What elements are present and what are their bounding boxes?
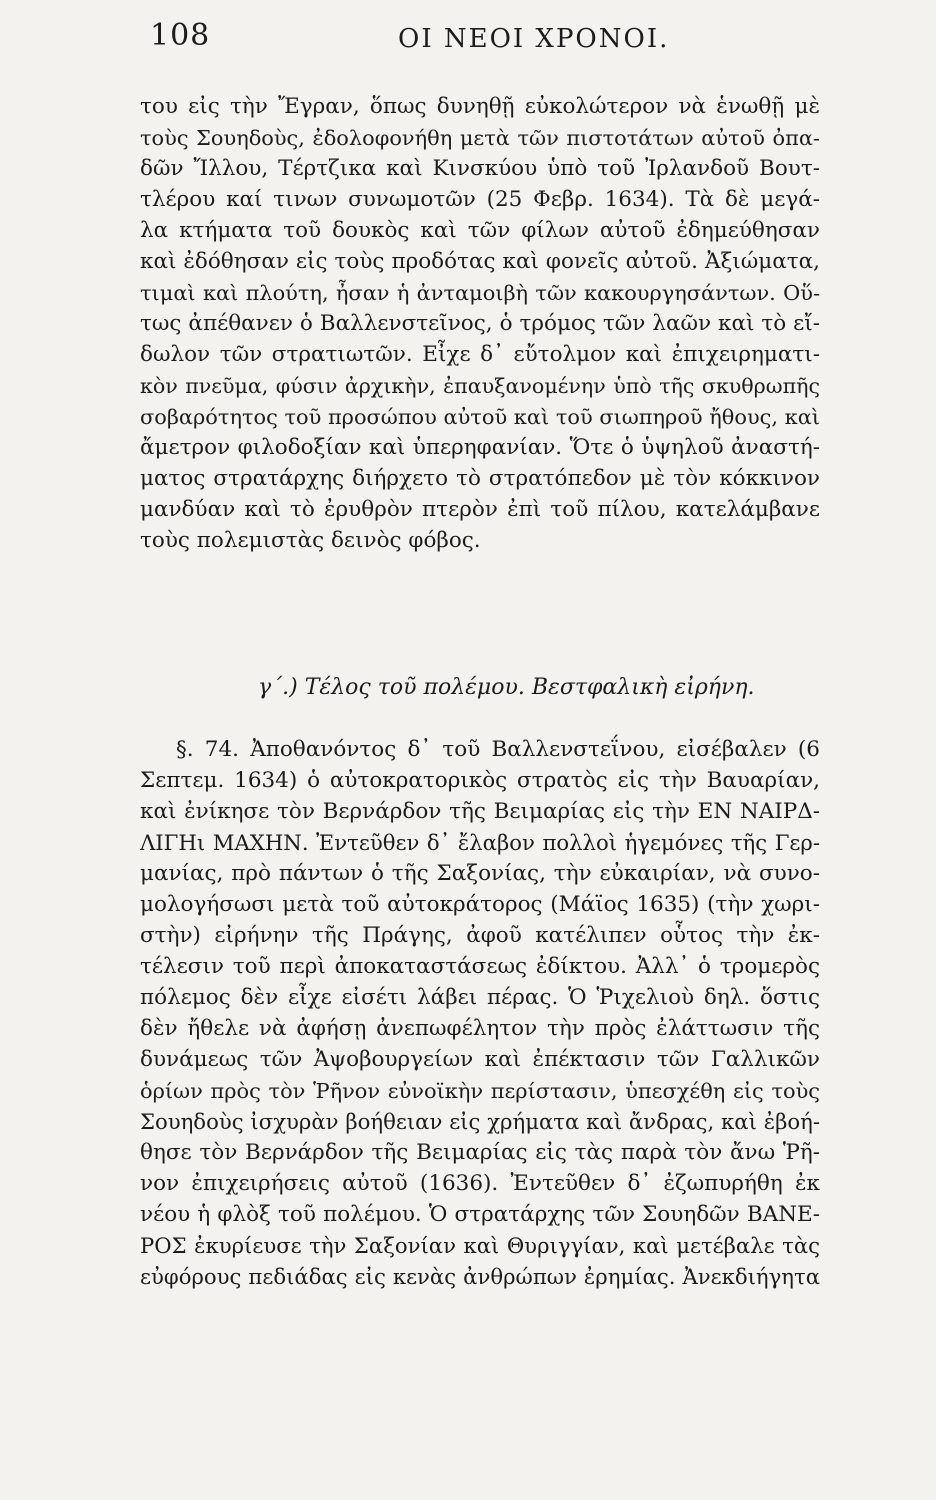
text-line: δῶν Ἴλλου, Τέρτζικα καὶ Κινσκύου ὑπὸ τοῦ Ἰρλανδοῦ Βουτ- [140,156,820,181]
text-line: καὶ ἐνίκησε τὸν Βερνάρδον τῆς Βειμαρίας εἰς τὴν ΕΝ ΝΑΙΡΔ- [140,799,820,824]
page-header [0,0,936,90]
text-line: θησε τὸν Βερνάρδον τῆς Βειμαρίας εἰς τὰς παρὰ τὸν ἄνω Ῥῆ- [140,1140,820,1165]
text-line: δωλον τῶν στρατιωτῶν. Εἶχε δ᾽ εὔτολμον καὶ ἐπιχειρηματι- [140,342,820,367]
text-line: μανίας, πρὸ πάντων ὁ τῆς Σαξονίας, τὴν εὐκαιρίαν, νὰ συνο- [140,861,820,886]
text-line: μανδύαν καὶ τὸ ἐρυθρὸν πτερὸν ἐπὶ τοῦ πίλου, κατελάμβανε [140,497,820,522]
text-line: δυνάμεως τῶν Ἀψοβουργείων καὶ ἐπέκτασιν τῶν Γαλλικῶν [140,1047,820,1072]
text-line: τιμαὶ καὶ πλούτη, ἦσαν ἡ ἀνταμοιβὴ τῶν κακουργησάντων. Οὕ- [140,281,820,305]
text-line: λα κτήματα τοῦ δουκὸς καὶ τῶν φίλων αὐτοῦ ἐδημεύθησαν [140,218,820,243]
text-line: εὐφόρους πεδιάδας εἰς κενὰς ἀνθρώπων ἐρημίας. Ἀνεκδιήγητα [140,1264,820,1289]
text-line: σοβαρότητος τοῦ προσώπου αὐτοῦ καὶ τοῦ σιωπηροῦ ἤθους, καὶ [140,405,820,429]
text-line: τως ἀπέθανεν ὁ Βαλλενστεῖνος, ὁ τρόμος τῶν λαῶν καὶ τὸ εἴ- [140,311,820,336]
text-line: ΡΟΣ ἐκυρίευσε τὴν Σαξονίαν καὶ Θυριγγίαν, καὶ μετέβαλε τὰς [140,1233,820,1258]
text-line: ματος στρατάρχης διήρχετο τὸ στρατόπεδον μὲ τὸν κόκκινον [140,466,820,491]
text-line: καὶ ἐδόθησαν εἰς τοὺς προδότας καὶ φονεῖς αὐτοῦ. Ἀξιώματα, [140,249,820,274]
paragraph-start-line: §. 74. Ἀποθανόντος δ᾽ τοῦ Βαλλενστεΐνου, εἰσέβαλεν (6 [176,737,820,762]
page-number: 108 [150,18,211,53]
text-line: τέλεσιν τοῦ περὶ ἀποκαταστάσεως ἐδίκτου. Ἀλλ᾽ ὁ τρομερὸς [140,954,820,979]
text-line: κὸν πνεῦμα, φύσιν ἀρχικὴν, ἐπαυξανομένην ὑπὸ τῆς σκυθρωπῆς [140,374,820,398]
running-title: ΟΙ ΝΕΟΙ ΧΡΟΝΟΙ. [398,24,670,54]
text-line: ΛΙΓΗι ΜΑΧΗΝ. Ἐντεῦθεν δ᾽ ἔλαβον πολλοὶ ἡγεμόνες τῆς Γερ- [140,830,820,855]
text-line: νον ἐπιχειρήσεις αὐτοῦ (1636). Ἐντεῦθεν δ᾽ ἐζωπυρήθη ἐκ [140,1171,820,1196]
text-line: στὴν) εἰρήνην τῆς Πράγης, ἀφοῦ κατέλιπεν οὗτος τὴν ἐκ- [140,923,820,948]
section-subheading: γ΄.) Τέλος τοῦ πολέμου. Βεστφαλικὴ εἰρήνη. [258,675,755,700]
text-line: τοὺς Σουηδοὺς, ἐδολοφονήθη μετὰ τῶν πιστοτάτων αὐτοῦ ὀπα- [140,126,820,150]
text-line: Σεπτεμ. 1634) ὁ αὐτοκρατορικὸς στρατὸς εἰς τὴν Βαυαρίαν, [140,768,820,793]
text-line: του εἰς τὴν Ἔγραν, ὅπως δυνηθῇ εὐκολώτερον νὰ ἑνωθῇ μὲ [140,94,820,119]
text-line: δὲν ἤθελε νὰ ἀφήσῃ ἀνεπωφέλητον τὴν πρὸς ἐλάττωσιν τῆς [140,1016,820,1041]
text-line: Σουηδοὺς ἰσχυρὰν βοήθειαν εἰς χρήματα καὶ ἄνδρας, καὶ ἐβοή- [140,1109,820,1134]
text-line: ὁρίων πρὸς τὸν Ῥῆνον εὐνοϊκὴν περίστασιν, ὑπεσχέθη εἰς τοὺς [140,1079,820,1103]
text-line: τοὺς πολεμιστὰς δεινὸς φόβος. [140,528,481,553]
text-line: τλέρου καί τινων συνωμοτῶν (25 Φεβρ. 1634). Τὰ δὲ μεγά- [140,187,820,212]
text-line: ἄμετρον φιλοδοξίαν καὶ ὑπερηφανίαν. Ὅτε ὁ ὑψηλοῦ ἀναστή- [140,435,820,460]
text-line: πόλεμος δὲν εἶχε εἰσέτι λάβει πέρας. Ὁ Ῥιχελιοὺ δηλ. ὅστις [140,985,820,1010]
text-line: νέου ἡ φλὸξ τοῦ πολέμου. Ὁ στρατάρχης τῶν Σουηδῶν ΒΑΝΕ- [140,1202,820,1227]
text-line: μολογήσωσι μετὰ τοῦ αὐτοκράτορος (Μάϊος 1635) (τὴν χωρι- [140,892,820,917]
